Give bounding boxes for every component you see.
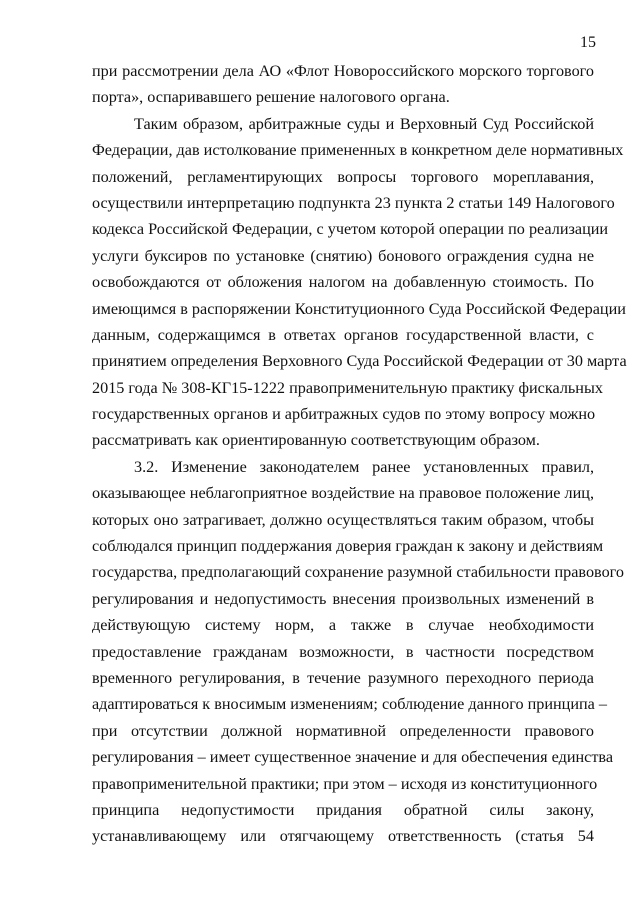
paragraph-conclusion	[92, 111, 627, 454]
text-line: соблюдался принцип поддержания доверия граждан к закону и действиям	[92, 537, 604, 556]
text-line: принятием определения Верховного Суда Российской Федерации от 30 марта	[92, 352, 627, 371]
text-line: данным, содержащимся в ответах органов государственной власти, с	[92, 325, 594, 344]
text-line: регулирования и недопустимость внесения произвольных изменений в	[92, 589, 594, 608]
text-line: предоставление гражданам возможности, в частности посредством	[92, 642, 594, 661]
text-line: порта», оспаривавшего решение налогового органа.	[92, 88, 450, 107]
text-line: правоприменительной практики; при этом – исходя из конституционного	[92, 774, 598, 793]
text-line: Федерации, дав истолкование примененных в конкретном деле нормативных	[92, 141, 624, 160]
text-line: осуществили интерпретацию подпункта 23 пункта 2 статьи 149 Налогового	[92, 193, 615, 212]
paragraph-continuation	[92, 58, 594, 111]
text-line: адаптироваться к вносимым изменениям; соблюдение данного принципа –	[92, 695, 607, 714]
text-line: рассматривать как ориентированную соответствующим образом.	[92, 431, 540, 450]
page-number: 15	[580, 34, 596, 51]
document-body	[92, 58, 627, 850]
text-line: которых оно затрагивает, должно осуществляться таким образом, чтобы	[92, 510, 594, 529]
text-line: временного регулирования, в течение разумного переходного периода	[92, 668, 594, 687]
text-line: оказывающее неблагоприятное воздействие на правовое положение лиц,	[92, 484, 594, 503]
text-line: услуги буксиров по установке (снятию) бонового ограждения судна не	[92, 246, 594, 265]
text-line: кодекса Российской Федерации, с учетом которой операции по реализации	[92, 220, 609, 239]
text-line: устанавливающему или отягчающему ответственность (статья 54	[92, 827, 594, 846]
text-line: при отсутствии должной нормативной определенности правового	[92, 721, 594, 740]
text-line: имеющимся в распоряжении Конституционного Суда Российской Федерации	[92, 299, 626, 318]
text-line: принципа недопустимости придания обратной силы закону,	[92, 800, 594, 819]
text-line: Таким образом, арбитражные суды и Верховный Суд Российской	[134, 114, 594, 133]
text-line: при рассмотрении дела АО «Флот Новороссийского морского торгового	[92, 62, 594, 80]
text-line: государственных органов и арбитражных судов по этому вопросу можно	[92, 405, 596, 424]
text-line: освобождаются от обложения налогом на добавленную стоимость. По	[92, 273, 594, 292]
text-line: действующую систему норм, а также в случае необходимости	[92, 616, 594, 635]
paragraph-section-3-2	[92, 454, 625, 850]
text-line: регулирования – имеет существенное значение и для обеспечения единства	[92, 748, 614, 767]
text-line: 3.2. Изменение законодателем ранее установленных правил,	[134, 457, 594, 476]
text-line: положений, регламентирующих вопросы торгового мореплавания,	[92, 167, 594, 186]
text-line: государства, предполагающий сохранение разумной стабильности правового	[92, 563, 625, 582]
text-line: 2015 года № 308-КГ15-1222 правоприменительную практику фискальных	[92, 378, 603, 397]
